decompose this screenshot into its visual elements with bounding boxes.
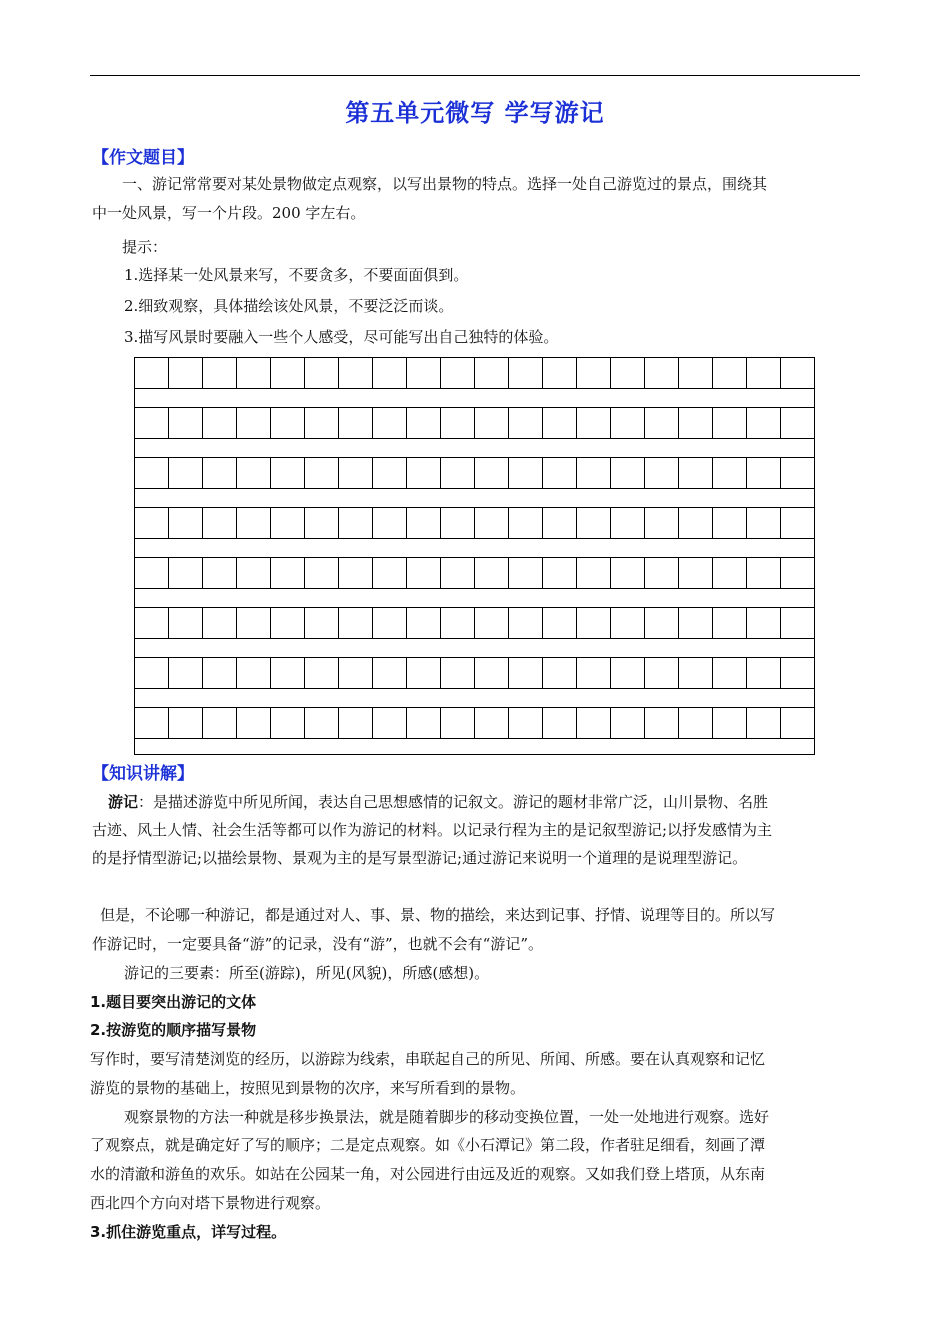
grid-cell[interactable]	[679, 558, 713, 588]
grid-cell[interactable]	[271, 658, 305, 688]
grid-cell[interactable]	[271, 508, 305, 538]
grid-cell[interactable]	[543, 358, 577, 388]
grid-cell[interactable]	[169, 408, 203, 438]
grid-cell[interactable]	[237, 358, 271, 388]
grid-row	[135, 608, 814, 639]
grid-cell[interactable]	[373, 408, 407, 438]
grid-cell[interactable]	[373, 658, 407, 688]
grid-cell[interactable]	[135, 658, 169, 688]
grid-cell[interactable]	[509, 608, 543, 638]
grid-cell[interactable]	[135, 558, 169, 588]
grid-cell[interactable]	[305, 458, 339, 488]
grid-row	[135, 708, 814, 739]
grid-cell[interactable]	[441, 608, 475, 638]
point-3: 3.抓住游览重点，详写过程。	[90, 1223, 287, 1241]
grid-cell[interactable]	[577, 458, 611, 488]
grid-cell[interactable]	[169, 658, 203, 688]
grid-cell[interactable]	[339, 408, 373, 438]
grid-cell[interactable]	[509, 358, 543, 388]
grid-cell[interactable]	[169, 508, 203, 538]
grid-cell[interactable]	[543, 708, 577, 738]
grid-cell[interactable]	[679, 658, 713, 688]
grid-cell[interactable]	[305, 508, 339, 538]
grid-cell[interactable]	[747, 558, 781, 588]
grid-cell[interactable]	[713, 558, 747, 588]
grid-spacer	[135, 689, 814, 708]
grid-cell[interactable]	[271, 458, 305, 488]
grid-cell[interactable]	[305, 558, 339, 588]
grid-cell[interactable]	[577, 408, 611, 438]
grid-cell[interactable]	[339, 608, 373, 638]
grid-cell[interactable]	[645, 558, 679, 588]
grid-cell[interactable]	[441, 458, 475, 488]
grid-cell[interactable]	[203, 708, 237, 738]
grid-cell[interactable]	[373, 358, 407, 388]
hint-item-2: 2.细致观察，具体描绘该处风景，不要泛泛而谈。	[124, 297, 454, 315]
grid-cell[interactable]	[203, 408, 237, 438]
grid-cell[interactable]	[271, 408, 305, 438]
grid-cell[interactable]	[645, 608, 679, 638]
grid-cell[interactable]	[135, 508, 169, 538]
grid-cell[interactable]	[135, 458, 169, 488]
grid-cell[interactable]	[611, 608, 645, 638]
grid-cell[interactable]	[407, 658, 441, 688]
definition-text: ：是描述游览中所见所闻，表达自己思想感情的记叙文。游记的题材非常广泛，山川景物、名胜	[138, 793, 769, 811]
grid-cell[interactable]	[169, 358, 203, 388]
grid-cell[interactable]	[781, 408, 814, 438]
grid-cell[interactable]	[407, 508, 441, 538]
grid-cell[interactable]	[509, 658, 543, 688]
grid-cell[interactable]	[271, 608, 305, 638]
definition-line-3: 的是抒情型游记;以描绘景物、景观为主的是写景型游记;通过游记来说明一个道理的是说理型游记。	[92, 849, 748, 867]
grid-cell[interactable]	[475, 508, 509, 538]
writing-grid[interactable]	[134, 357, 815, 755]
grid-cell[interactable]	[747, 658, 781, 688]
grid-spacer	[135, 439, 814, 458]
grid-cell[interactable]	[441, 358, 475, 388]
grid-cell[interactable]	[169, 558, 203, 588]
grid-cell[interactable]	[543, 558, 577, 588]
grid-cell[interactable]	[305, 658, 339, 688]
grid-cell[interactable]	[203, 558, 237, 588]
grid-cell[interactable]	[543, 508, 577, 538]
grid-cell[interactable]	[747, 608, 781, 638]
composition-heading: 【作文题目】	[92, 148, 194, 168]
grid-cell[interactable]	[781, 458, 814, 488]
grid-cell[interactable]	[373, 558, 407, 588]
grid-cell[interactable]	[577, 558, 611, 588]
grid-cell[interactable]	[441, 658, 475, 688]
grid-row	[135, 458, 814, 489]
hint-label: 提示：	[122, 238, 168, 256]
task-text-line-2: 中一处风景，写一个片段。200 字左右。	[92, 204, 366, 222]
grid-cell[interactable]	[679, 708, 713, 738]
grid-spacer	[135, 639, 814, 658]
grid-cell[interactable]	[135, 708, 169, 738]
grid-cell[interactable]	[679, 358, 713, 388]
grid-cell[interactable]	[713, 608, 747, 638]
grid-cell[interactable]	[237, 658, 271, 688]
grid-cell[interactable]	[781, 508, 814, 538]
grid-cell[interactable]	[577, 508, 611, 538]
grid-cell[interactable]	[577, 608, 611, 638]
grid-cell[interactable]	[611, 408, 645, 438]
grid-cell[interactable]	[373, 608, 407, 638]
hint-item-1: 1.选择某一处风景来写，不要贪多，不要面面俱到。	[124, 266, 469, 284]
grid-cell[interactable]	[407, 708, 441, 738]
grid-spacer	[135, 489, 814, 508]
grid-cell[interactable]	[407, 608, 441, 638]
grid-cell[interactable]	[237, 558, 271, 588]
grid-cell[interactable]	[271, 358, 305, 388]
grid-cell[interactable]	[645, 458, 679, 488]
grid-cell[interactable]	[509, 458, 543, 488]
grid-cell[interactable]	[237, 608, 271, 638]
grid-cell[interactable]	[611, 458, 645, 488]
grid-cell[interactable]	[475, 708, 509, 738]
grid-spacer	[135, 589, 814, 608]
grid-cell[interactable]	[611, 358, 645, 388]
grid-cell[interactable]	[543, 658, 577, 688]
grid-cell[interactable]	[679, 408, 713, 438]
grid-cell[interactable]	[713, 508, 747, 538]
grid-cell[interactable]	[339, 658, 373, 688]
grid-cell[interactable]	[407, 558, 441, 588]
grid-cell[interactable]	[577, 358, 611, 388]
grid-cell[interactable]	[713, 358, 747, 388]
grid-cell[interactable]	[407, 358, 441, 388]
grid-cell[interactable]	[203, 358, 237, 388]
para2-line-2: 作游记时，一定要具备“游”的记录，没有“游”，也就不会有“游记”。	[92, 935, 544, 953]
definition-line-1	[108, 788, 768, 817]
grid-cell[interactable]	[339, 458, 373, 488]
grid-cell[interactable]	[475, 608, 509, 638]
task-text-line-1: 一、游记常常要对某处景物做定点观察，以写出景物的特点。选择一处自己游览过的景点，围绕其	[122, 175, 768, 193]
grid-row	[135, 358, 814, 389]
grid-cell[interactable]	[781, 708, 814, 738]
grid-cell[interactable]	[339, 508, 373, 538]
knowledge-heading: 【知识讲解】	[92, 764, 194, 784]
grid-cell[interactable]	[713, 708, 747, 738]
grid-cell[interactable]	[543, 458, 577, 488]
grid-cell[interactable]	[407, 458, 441, 488]
definition-line-2: 古迹、风土人情、社会生活等都可以作为游记的材料。以记录行程为主的是记叙型游记;以抒发感情为主	[92, 821, 773, 839]
grid-cell[interactable]	[169, 608, 203, 638]
grid-cell[interactable]	[237, 508, 271, 538]
grid-cell[interactable]	[577, 708, 611, 738]
grid-cell[interactable]	[203, 608, 237, 638]
grid-row	[135, 658, 814, 689]
para2-line-1: 但是，不论哪一种游记，都是通过对人、事、景、物的描绘，来达到记事、抒情、说理等目的。所以写	[100, 906, 776, 924]
grid-cell[interactable]	[781, 358, 814, 388]
hint-item-3: 3.描写风景时要融入一些个人感受，尽可能写出自己独特的体验。	[124, 328, 559, 346]
grid-cell[interactable]	[441, 558, 475, 588]
grid-cell[interactable]	[475, 658, 509, 688]
grid-cell[interactable]	[645, 508, 679, 538]
grid-cell[interactable]	[305, 358, 339, 388]
grid-cell[interactable]	[339, 358, 373, 388]
grid-spacer	[135, 539, 814, 558]
grid-cell[interactable]	[747, 408, 781, 438]
grid-cell[interactable]	[203, 458, 237, 488]
point2-text-line-2: 游览的景物的基础上，按照见到景物的次序，来写所看到的景物。	[90, 1079, 526, 1097]
grid-cell[interactable]	[509, 558, 543, 588]
grid-cell[interactable]	[747, 708, 781, 738]
grid-cell[interactable]	[747, 508, 781, 538]
grid-cell[interactable]	[781, 558, 814, 588]
term-youji: 游记	[108, 793, 139, 811]
grid-cell[interactable]	[679, 458, 713, 488]
grid-cell[interactable]	[373, 458, 407, 488]
grid-cell[interactable]	[747, 458, 781, 488]
grid-cell[interactable]	[611, 658, 645, 688]
grid-cell[interactable]	[781, 658, 814, 688]
point-1: 1.题目要突出游记的文体	[90, 993, 257, 1011]
grid-row	[135, 558, 814, 589]
grid-cell[interactable]	[271, 708, 305, 738]
observation-line-2: 了观察点，就是确定好了写的顺序；二是定点观察。如《小石潭记》第二段，作者驻足细看，刻画了潭	[90, 1136, 766, 1154]
grid-spacer	[135, 739, 814, 758]
grid-cell[interactable]	[373, 508, 407, 538]
grid-cell[interactable]	[713, 408, 747, 438]
grid-cell[interactable]	[271, 558, 305, 588]
grid-cell[interactable]	[747, 358, 781, 388]
grid-cell[interactable]	[645, 408, 679, 438]
grid-cell[interactable]	[611, 708, 645, 738]
grid-cell[interactable]	[611, 508, 645, 538]
grid-cell[interactable]	[169, 458, 203, 488]
grid-cell[interactable]	[237, 708, 271, 738]
grid-cell[interactable]	[203, 508, 237, 538]
point2-text-line-1: 写作时，要写清楚浏览的经历，以游踪为线索，串联起自己的所见、所闻、所感。要在认真观察和记忆	[90, 1050, 766, 1068]
grid-cell[interactable]	[679, 608, 713, 638]
grid-cell[interactable]	[203, 658, 237, 688]
grid-cell[interactable]	[679, 508, 713, 538]
grid-cell[interactable]	[475, 458, 509, 488]
grid-cell[interactable]	[475, 408, 509, 438]
observation-line-3: 水的清澈和游鱼的欢乐。如站在公园某一角，对公园进行由远及近的观察。又如我们登上塔顶，从东南	[90, 1165, 766, 1183]
grid-spacer	[135, 389, 814, 408]
grid-cell[interactable]	[305, 708, 339, 738]
grid-cell[interactable]	[135, 408, 169, 438]
grid-cell[interactable]	[509, 708, 543, 738]
grid-cell[interactable]	[305, 608, 339, 638]
grid-cell[interactable]	[339, 558, 373, 588]
grid-cell[interactable]	[577, 658, 611, 688]
grid-row	[135, 408, 814, 439]
observation-line-4: 西北四个方向对塔下景物进行观察。	[90, 1194, 331, 1212]
grid-cell[interactable]	[713, 658, 747, 688]
three-elements: 游记的三要素：所至(游踪)，所见(风貌)，所感(感想)。	[124, 964, 490, 982]
grid-cell[interactable]	[645, 658, 679, 688]
grid-cell[interactable]	[645, 358, 679, 388]
observation-line-1: 观察景物的方法一种就是移步换景法，就是随着脚步的移动变换位置，一处一处地进行观察。选好	[124, 1108, 770, 1126]
grid-cell[interactable]	[441, 708, 475, 738]
page-title: 第五单元微写 学写游记	[345, 99, 605, 127]
grid-cell[interactable]	[169, 708, 203, 738]
grid-cell[interactable]	[373, 708, 407, 738]
header-rule	[90, 75, 860, 76]
grid-row	[135, 508, 814, 539]
grid-cell[interactable]	[237, 408, 271, 438]
grid-cell[interactable]	[713, 458, 747, 488]
grid-cell[interactable]	[781, 608, 814, 638]
grid-cell[interactable]	[135, 358, 169, 388]
grid-cell[interactable]	[441, 508, 475, 538]
grid-cell[interactable]	[543, 608, 577, 638]
grid-cell[interactable]	[645, 708, 679, 738]
grid-cell[interactable]	[135, 608, 169, 638]
grid-cell[interactable]	[509, 508, 543, 538]
grid-cell[interactable]	[509, 408, 543, 438]
grid-cell[interactable]	[339, 708, 373, 738]
point-2: 2.按游览的顺序描写景物	[90, 1021, 257, 1039]
grid-cell[interactable]	[441, 408, 475, 438]
grid-cell[interactable]	[407, 408, 441, 438]
grid-cell[interactable]	[305, 408, 339, 438]
grid-cell[interactable]	[543, 408, 577, 438]
grid-cell[interactable]	[611, 558, 645, 588]
grid-cell[interactable]	[475, 358, 509, 388]
grid-cell[interactable]	[237, 458, 271, 488]
grid-cell[interactable]	[475, 558, 509, 588]
